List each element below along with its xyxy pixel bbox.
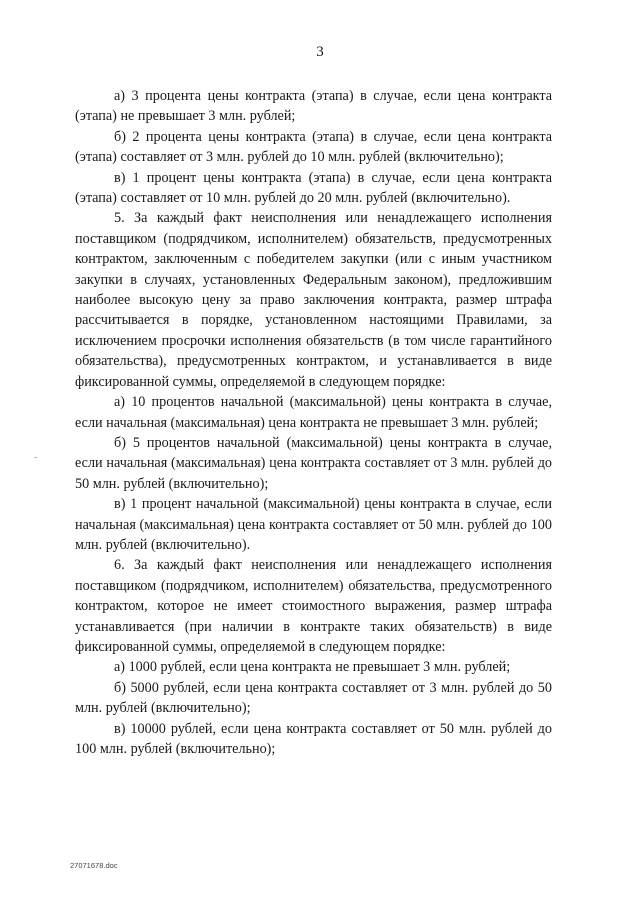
clause-4a-paragraph: а) 3 процента цены контракта (этапа) в случае, если цена контракта (этапа) не превышает 3 млн. рублей; [75,88,552,125]
clause-5c-paragraph: в) 1 процент начальной (максимальной) цены контракта в случае, если начальная (максимальная) цена контракта составляет от 50 млн. рублей до 100 млн. рублей (включительно). [75,496,552,553]
clause-4c-paragraph: в) 1 процент цены контракта (этапа) в случае, если цена контракта (этапа) составляет от 10 млн. рублей до 20 млн. рублей (включительно). [75,169,552,207]
clause-6-paragraph: 6. За каждый факт неисполнения или ненадлежащего исполнения поставщиком (подрядчиком, исполнителем) обязательства, предусмотренного контрактом, которое не имеет стоимостного выражения, размер штрафа устанавливается (при наличии в контракте таких обязательств) в виде фиксированной суммы, определяемой в следующем порядке: [75,557,552,655]
clause-6b-paragraph: б) 5000 рублей, если цена контракта составляет от 3 млн. рублей до 50 млн. рублей (включительно); [75,679,552,717]
document-body [75,86,552,759]
clause-5a-paragraph: а) 10 процентов начальной (максимальной) цены контракта в случае, если начальная (максимальная) цена контракта не превышает 3 млн. рублей; [75,394,552,431]
page-number: 3 [316,44,324,60]
clause-4b-paragraph: б) 2 процента цены контракта (этапа) в случае, если цена контракта (этапа) составляет от 3 млн. рублей до 10 млн. рублей (включительно); [75,128,552,166]
scan-speck [34,457,37,458]
clause-5-paragraph: 5. За каждый факт неисполнения или ненадлежащего исполнения поставщиком (подрядчиком, исполнителем) обязательств, предусмотренных контрактом, заключенным с победителем закупки (или с иным участником закупки в случаях, установленных Федеральным законом), предложившим наиболее высокую цену за право заключения контракта, размер штрафа рассчитывается в порядке, установленном настоящими Правилами, за исключением просрочки исполнения обязательств (в том числе гарантийного обязательства), предусмотренных контрактом, и устанавливается в виде фиксированной суммы, определяемой в следующем порядке: [75,210,552,390]
footer-filename: 27071678.doc [70,861,118,870]
clause-5b-paragraph: б) 5 процентов начальной (максимальной) цены контракта в случае, если начальная (максимальная) цена контракта составляет от 3 млн. рублей до 50 млн. рублей (включительно); [75,434,552,492]
clause-6a-paragraph: а) 1000 рублей, если цена контракта не превышает 3 млн. рублей; [114,659,511,676]
clause-6c-paragraph: в) 10000 рублей, если цена контракта составляет от 50 млн. рублей до 100 млн. рублей (включительно); [75,720,552,757]
